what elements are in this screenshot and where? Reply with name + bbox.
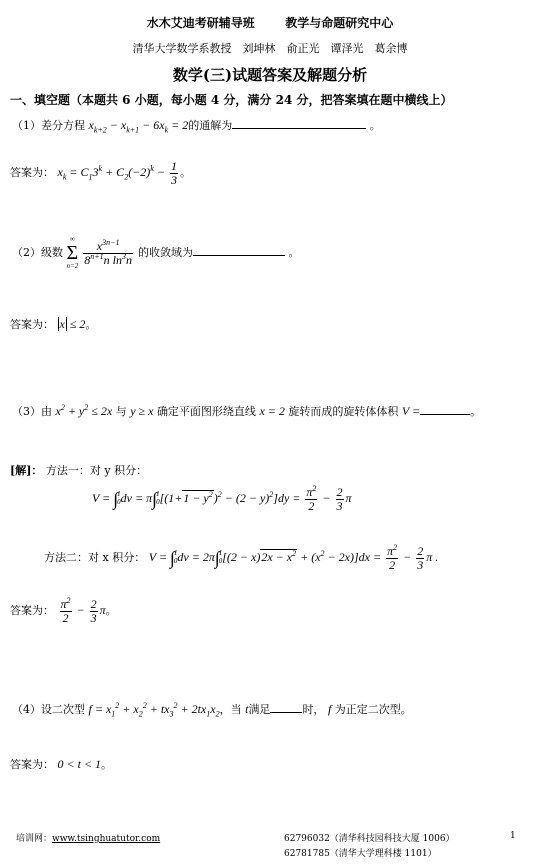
footer-website: [16, 831, 160, 844]
q3-answer-end: 。: [105, 603, 117, 617]
q3-solution-header: [10, 462, 147, 478]
q3-number: （3）: [12, 405, 41, 418]
q4-t2: ，当: [219, 703, 242, 716]
q4-answer-label: 答案为：: [10, 758, 54, 771]
q1-answer: [10, 160, 191, 186]
q3-t1: 由: [41, 405, 52, 418]
q4-t1: 设二次型: [41, 703, 85, 716]
q1-answer-end: 。: [179, 165, 191, 179]
q1-number: （1）: [12, 119, 41, 132]
q4-t3: 满足: [248, 703, 271, 716]
q3-solution-label: [解]：: [10, 464, 43, 477]
q2-answer: [10, 316, 96, 332]
q3-axis-line: x = 2: [259, 404, 285, 418]
q3-t2: 与: [115, 405, 127, 418]
q3-method-2-label: 方法二：对 x 积分：: [44, 550, 146, 564]
q4-answer-end: 。: [101, 758, 113, 771]
question-4: [12, 701, 412, 717]
q1-equation: $x_{k+2} - x_{k+1} - 6x_k = 2$: [88, 118, 189, 135]
q4-t4: 时，: [302, 703, 325, 716]
footer-phone-2: 62781785（清华大学理科楼 1101）: [284, 849, 437, 859]
q2-series: ∞ Σ n=2 $\frac{x^{3n-1}}{8^{n+1}n \ln^3n}$: [66, 235, 132, 270]
q2-prefix: 级数: [41, 245, 63, 259]
q3-method-2-formula: V = ∫ 1 0 dv = 2π∫ 1 0 $[(2 - x)2x - x^2 + (x^2 - 2x)]dx$ = $\frac{\pi^2}{2}$ − $\frac{2}{3}$ π .: [148, 543, 439, 572]
q2-answer-end: 。: [85, 318, 97, 331]
q1-suffix: 的通解为: [188, 119, 233, 132]
question-2: [12, 236, 299, 270]
q3-answer-formula: $\frac{\pi^2}{2}$ − $\frac{2}{3}$ π: [60, 596, 106, 625]
q3-inequality-1: $x^2 + y^2 \le 2x$: [55, 403, 113, 418]
q2-end: 。: [288, 245, 300, 259]
q1-answer-label: 答案为：: [10, 165, 54, 179]
q3-end: 。: [470, 405, 482, 418]
q1-end: 。: [369, 119, 381, 132]
q2-suffix: 的收敛域为: [137, 245, 193, 259]
q4-answer-formula: 0 < t < 1: [57, 757, 102, 771]
q4-quadratic-form: $f = x_1^2 + x_2^2 + tx_3^2 + 2tx_1x_2$: [88, 701, 220, 719]
page-title: 数学(三)试题答案及解题分析: [172, 66, 368, 84]
q2-answer-blank[interactable]: [193, 255, 285, 256]
q3-answer-label: 答案为：: [10, 603, 54, 617]
q1-answer-formula: $x_k = C_13^k + C_2(-2)^k$ − $\frac{1}{3}$: [57, 159, 177, 187]
q1-prefix: 差分方程: [41, 119, 85, 132]
q3-inequality-2: y ≥ x: [130, 404, 154, 418]
footer-label: 培训网：: [16, 834, 53, 844]
q3-answer-blank[interactable]: [420, 414, 470, 415]
header-authors: 清华大学数学系教授 刘坤林 俞正光 谭泽光 葛余博: [132, 42, 408, 55]
q2-answer-formula: x ≤ 2: [59, 317, 86, 331]
q1-answer-blank[interactable]: [232, 128, 366, 129]
header-line: [0, 14, 540, 31]
page-number: 1: [510, 831, 516, 841]
q4-param-t: t: [245, 702, 249, 716]
question-3: [12, 403, 481, 419]
q4-t5: 为正定二次型。: [334, 703, 412, 716]
q3-t4: 旋转而成的旋转体体积: [288, 405, 399, 418]
footer-phone-1: 62796032（清华科技园科技大厦 1006）: [284, 834, 455, 844]
q2-number: （2）: [12, 245, 41, 259]
q3-method-2: [44, 545, 438, 571]
q4-answer: [10, 756, 112, 772]
footer-url-link[interactable]: www.tsinghuatutor.com: [52, 834, 161, 844]
q3-answer: [10, 598, 117, 624]
question-1: [12, 117, 381, 133]
q4-number: （4）: [12, 703, 41, 716]
q4-answer-blank[interactable]: [270, 712, 302, 713]
q3-volume-var: V =: [401, 404, 421, 418]
q3-t3: 确定平面图形绕直线: [156, 405, 256, 418]
q2-answer-label: 答案为：: [10, 318, 54, 331]
section-heading: 一、填空题（本题共 6 小题，每小题 4 分，满分 24 分，把答案填在题中横线上）: [10, 93, 453, 107]
q3-method-1-label: 方法一：对 y 积分：: [45, 464, 148, 477]
header-class-name: 水木艾迪考研辅导班: [146, 16, 255, 30]
q3-method-1-formula: V = ∫ 1 0 dv = π∫ 1 0 $[(1+1 - y^2)^2 - (2 - y)^2]dy$ = $\frac{\pi^2}{2}$ − $\frac{2}{3}$ π: [92, 484, 352, 513]
header-center-name: 教学与命题研究中心: [285, 16, 394, 30]
q4-f-var: f: [327, 702, 332, 716]
